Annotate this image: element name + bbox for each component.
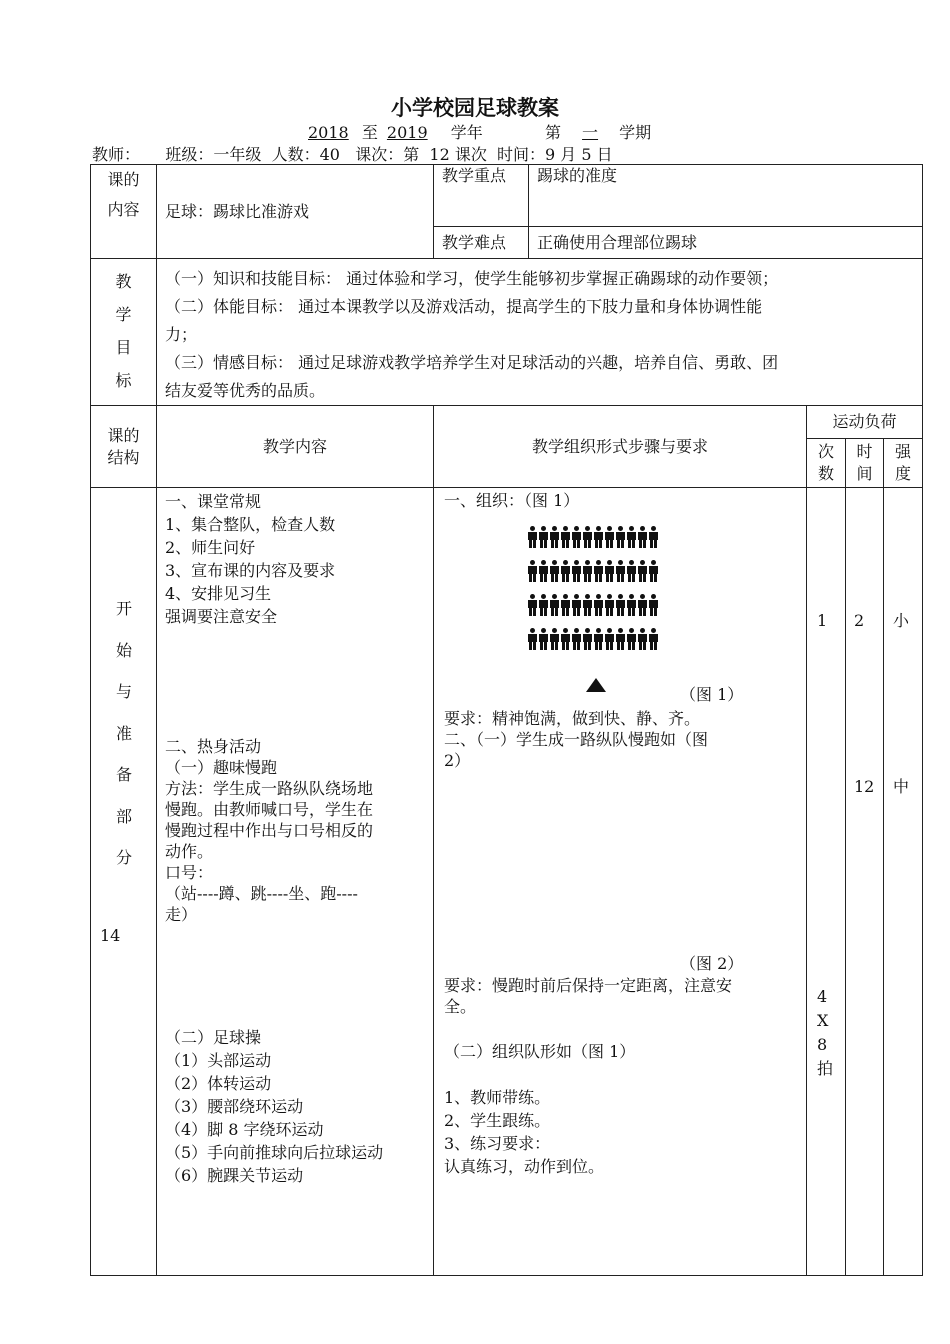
figure-2-caption: （图 2）	[680, 954, 744, 973]
time-header: 时 间	[846, 439, 884, 488]
student-row	[528, 526, 658, 548]
student-icon	[572, 628, 581, 650]
student-icon	[561, 594, 570, 616]
page-title: 小学校园足球教案	[391, 95, 559, 120]
student-icon	[539, 594, 548, 616]
student-icon	[583, 628, 592, 650]
key-point-label: 教学重点	[434, 165, 529, 227]
student-icon	[561, 628, 570, 650]
student-row	[528, 560, 658, 582]
soccer-exercise-list: （二）足球操 （1）头部运动 （2）体转运动 （3）腰部绕环运动 （4）脚 8 字绕环运动 （5）手向前推球向后拉球运动 （6）腕踝关节运动	[165, 1028, 384, 1185]
student-row	[528, 594, 658, 616]
student-icon	[605, 628, 614, 650]
student-icon	[638, 526, 647, 548]
student-icon	[594, 628, 603, 650]
formation-diagram	[528, 526, 658, 662]
student-icon	[539, 628, 548, 650]
time-value-1: 2	[854, 611, 865, 630]
student-icon	[649, 594, 658, 616]
student-icon	[627, 628, 636, 650]
student-icon	[616, 526, 625, 548]
part-cell	[91, 488, 157, 1276]
student-row	[528, 628, 658, 650]
goals-label: 教 学 目 标	[91, 259, 157, 406]
student-icon	[583, 560, 592, 582]
count-value-2: 4 X 8 拍	[817, 987, 834, 1078]
time-value-2: 12	[854, 777, 875, 796]
student-icon	[539, 526, 548, 548]
student-icon	[528, 628, 537, 650]
student-icon	[649, 526, 658, 548]
exercise-steps: 1、教师带练。 2、学生跟练。 3、练习要求： 认真练习，动作到位。	[444, 1088, 605, 1176]
term-line	[300, 120, 651, 143]
student-icon	[605, 594, 614, 616]
difficulty-label: 教学难点	[434, 227, 529, 259]
year-end: 2019	[386, 123, 428, 142]
student-icon	[550, 594, 559, 616]
lesson-content: 足球：踢球比准游戏	[157, 165, 434, 259]
content-cell	[157, 488, 434, 1276]
term-suffix: 学期	[619, 123, 652, 142]
student-icon	[539, 560, 548, 582]
difficulty-value: 正确使用合理部位踢球	[529, 227, 923, 259]
student-icon	[572, 560, 581, 582]
count-header: 次 数	[807, 439, 846, 488]
goals-text: （一）知识和技能目标： 通过体验和学习，使学生能够初步掌握正确踢球的动作要领； （二）体能目标： 通过本课教学以及游戏活动，提高学生的下肢力量和身体协调性能 力； （三）情感目标： 通过足球游戏教学培养学生对足球活动的兴趣，培养自信、勇敢、团 结友爱等优秀的品质。	[157, 259, 923, 406]
student-icon	[594, 526, 603, 548]
student-icon	[627, 560, 636, 582]
student-icon	[528, 526, 537, 548]
student-icon	[616, 594, 625, 616]
lesson-table	[90, 164, 923, 1276]
student-icon	[561, 526, 570, 548]
part-label: 开 始 与 准 备 部 分	[115, 599, 132, 867]
student-icon	[572, 594, 581, 616]
student-icon	[594, 594, 603, 616]
organization-cell	[434, 488, 807, 1276]
school-year-label: 学年	[450, 123, 483, 142]
intensity-header: 强 度	[884, 439, 923, 488]
student-icon	[649, 628, 658, 650]
student-icon	[638, 628, 647, 650]
student-icon	[638, 594, 647, 616]
student-icon	[605, 560, 614, 582]
count-cell	[807, 488, 846, 1276]
student-icon	[528, 560, 537, 582]
routine-list: 一、课堂常规 1、集合整队，检查人数 2、师生问好 3、宣布课的内容及要求 4、安排见习生 强调要注意安全	[165, 492, 336, 626]
time-cell	[846, 488, 884, 1276]
student-icon	[627, 526, 636, 548]
student-icon	[583, 594, 592, 616]
warmup-list: 二、热身活动 （一）趣味慢跑 方法：学生成一路纵队绕场地 慢跑。由教师喊口号，学生在 慢跑过程中作出与口号相反的 动作。 口号： （站----蹲、跳----坐、跑---- 走）	[165, 737, 374, 924]
structure-header: 课的 结构	[91, 406, 157, 488]
student-icon	[616, 628, 625, 650]
content-header: 教学内容	[157, 406, 434, 488]
intensity-value-1: 小	[893, 611, 910, 630]
count-value-1: 1	[817, 611, 828, 630]
load-header: 运动负荷	[807, 406, 923, 439]
figure-1-caption: （图 1）	[680, 685, 744, 704]
term-value: 一	[582, 123, 599, 142]
student-icon	[572, 526, 581, 548]
student-icon	[528, 594, 537, 616]
student-icon	[649, 560, 658, 582]
exercise-formation: （二）组织队形如（图 1）	[444, 1042, 636, 1061]
student-icon	[583, 526, 592, 548]
info-line: 教师： 班级：一年级 人数：40 课次：第 12 课次 时间：9 月 5 日	[92, 145, 613, 164]
organization-requirements: 要求：精神饱满，做到快、静、齐。 二、（一）学生成一路纵队慢跑如（图 2）	[444, 709, 709, 770]
content-label: 课的 内容	[91, 165, 157, 259]
student-icon	[605, 526, 614, 548]
year-start: 2018	[308, 123, 349, 142]
student-icon	[627, 594, 636, 616]
student-icon	[550, 526, 559, 548]
to-label: 至	[361, 123, 378, 142]
organization-header: 教学组织形式步骤与要求	[434, 406, 807, 488]
student-icon	[616, 560, 625, 582]
student-icon	[561, 560, 570, 582]
key-point-value: 踢球的准度	[529, 165, 923, 227]
intensity-value-2: 中	[893, 777, 910, 796]
student-icon	[638, 560, 647, 582]
student-icon	[594, 560, 603, 582]
di-label: 第	[544, 123, 561, 142]
teacher-marker-icon	[586, 678, 606, 692]
student-icon	[550, 560, 559, 582]
jog-requirements: 要求：慢跑时前后保持一定距离，注意安 全。	[444, 976, 733, 1016]
intensity-cell	[884, 488, 923, 1276]
part-minutes: 14	[100, 926, 121, 945]
organization-heading: 一、组织：（图 1）	[444, 491, 580, 510]
student-icon	[550, 628, 559, 650]
